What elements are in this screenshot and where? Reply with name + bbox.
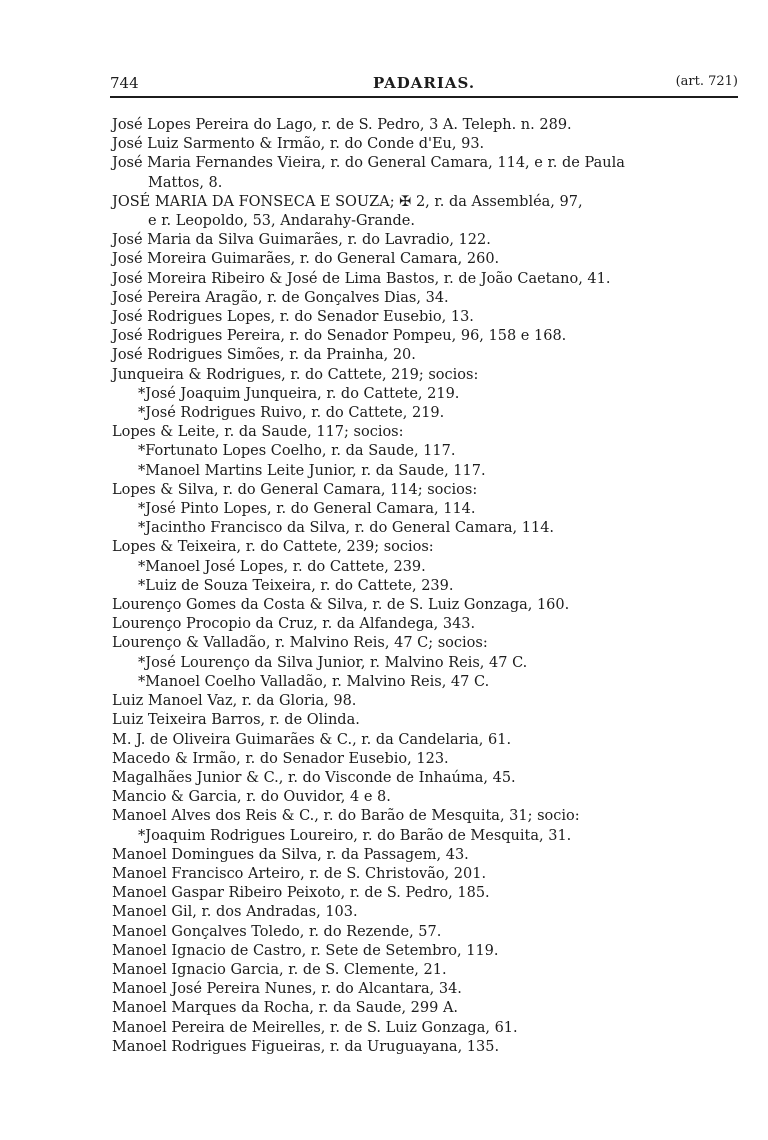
partner-line: *José Joaquim Junqueira, r. do Cattete, 219.	[138, 385, 460, 402]
partner-line: *José Lourenço da Silva Junior, r. Malvino Reis, 47 C.	[138, 654, 528, 671]
directory-entry: Manoel José Pereira Nunes, r. do Alcantara, 34.	[112, 981, 462, 998]
partner-line: *Manoel José Lopes, r. do Cattete, 239.	[138, 558, 426, 575]
page-number: 744	[110, 74, 139, 92]
directory-entry: M. J. de Oliveira Guimarães & C., r. da Candelaria, 61.	[112, 731, 512, 748]
directory-entry: Magalhães Junior & C., r. do Visconde de Inhaúma, 45.	[112, 769, 516, 786]
partner-line: *Fortunato Lopes Coelho, r. da Saude, 117.	[138, 443, 456, 460]
directory-entry: José Luiz Sarmento & Irmão, r. do Conde d'Eu, 93.	[112, 136, 485, 153]
partner-line: *Joaquim Rodrigues Loureiro, r. do Barão de Mesquita, 31.	[138, 827, 572, 844]
directory-entry: Junqueira & Rodrigues, r. do Cattete, 219; socios:	[112, 366, 479, 383]
directory-entry: Lopes & Teixeira, r. do Cattete, 239; socios:	[112, 539, 434, 556]
directory-entry: José Maria da Silva Guimarães, r. do Lavradio, 122.	[112, 232, 491, 249]
directory-entry: JOSÉ MARIA DA FONSECA E SOUZA; ✠ 2, r. da Assembléa, 97,	[112, 193, 583, 210]
entry-continuation: Mattos, 8.	[148, 174, 223, 191]
entry-continuation: e r. Leopoldo, 53, Andarahy-Grande.	[148, 213, 415, 230]
directory-entry: José Rodrigues Simões, r. da Prainha, 20.	[112, 347, 416, 364]
directory-entry: José Moreira Guimarães, r. do General Camara, 260.	[112, 251, 500, 268]
page-title: PADARIAS.	[372, 74, 476, 92]
directory-entry: Mancio & Garcia, r. do Ouvidor, 4 e 8.	[112, 789, 391, 806]
directory-entry: Lourenço & Valladão, r. Malvino Reis, 47 C; socios:	[112, 635, 488, 652]
directory-entry: José Moreira Ribeiro & José de Lima Bastos, r. de João Caetano, 41.	[112, 270, 611, 287]
entry-list	[112, 116, 752, 1057]
directory-entry: Manoel Domingues da Silva, r. da Passagem, 43.	[112, 846, 469, 863]
partner-line: *José Pinto Lopes, r. do General Camara, 114.	[138, 501, 476, 518]
directory-entry: Lourenço Procopio da Cruz, r. da Alfandega, 343.	[112, 616, 476, 633]
header-rule	[110, 96, 738, 98]
directory-entry: José Lopes Pereira do Lago, r. de S. Pedro, 3 A. Teleph. n. 289.	[112, 117, 572, 133]
directory-entry: Manoel Alves dos Reis & C., r. do Barão de Mesquita, 31; socio:	[112, 808, 580, 825]
directory-entry: José Maria Fernandes Vieira, r. do General Camara, 114, e r. de Paula	[112, 155, 625, 172]
directory-entry: Luiz Teixeira Barros, r. de Olinda.	[112, 712, 360, 729]
directory-entry: Manoel Rodrigues Figueiras, r. da Uruguayana, 135.	[112, 1038, 500, 1055]
directory-entry: Manoel Francisco Arteiro, r. de S. Christovão, 201.	[112, 865, 487, 882]
directory-entry: Lourenço Gomes da Costa & Silva, r. de S. Luiz Gonzaga, 160.	[112, 597, 570, 614]
directory-entry: José Rodrigues Lopes, r. do Senador Eusebio, 13.	[112, 309, 474, 326]
partner-line: *Manoel Coelho Valladão, r. Malvino Reis, 47 C.	[138, 673, 490, 690]
article-reference: (art. 721)	[675, 74, 738, 89]
directory-entry: Manoel Gonçalves Toledo, r. do Rezende, 57.	[112, 923, 442, 940]
directory-entry: Manoel Ignacio de Castro, r. Sete de Setembro, 119.	[112, 942, 499, 959]
directory-entry: Manoel Gaspar Ribeiro Peixoto, r. de S. Pedro, 185.	[112, 885, 490, 902]
directory-entry: José Rodrigues Pereira, r. do Senador Pompeu, 96, 158 e 168.	[112, 328, 567, 345]
directory-entry: Luiz Manoel Vaz, r. da Gloria, 98.	[112, 693, 357, 710]
directory-entry: José Pereira Aragão, r. de Gonçalves Dias, 34.	[112, 289, 449, 306]
page-header	[110, 74, 738, 100]
directory-entry: Manoel Marques da Rocha, r. da Saude, 299 A.	[112, 1000, 459, 1017]
directory-entry: Lopes & Leite, r. da Saude, 117; socios:	[112, 424, 404, 441]
directory-entry: Manoel Gil, r. dos Andradas, 103.	[112, 904, 358, 921]
partner-line: *José Rodrigues Ruivo, r. do Cattete, 219.	[138, 405, 445, 422]
partner-line: *Manoel Martins Leite Junior, r. da Saude, 117.	[138, 462, 486, 479]
partner-line: *Jacintho Francisco da Silva, r. do General Camara, 114.	[138, 520, 555, 537]
directory-entry: Macedo & Irmão, r. do Senador Eusebio, 123.	[112, 750, 449, 767]
directory-entry: Lopes & Silva, r. do General Camara, 114; socios:	[112, 481, 478, 498]
directory-entry: Manoel Pereira de Meirelles, r. de S. Luiz Gonzaga, 61.	[112, 1019, 518, 1036]
partner-line: *Luiz de Souza Teixeira, r. do Cattete, 239.	[138, 577, 454, 594]
directory-entry: Manoel Ignacio Garcia, r. de S. Clemente, 21.	[112, 961, 447, 978]
